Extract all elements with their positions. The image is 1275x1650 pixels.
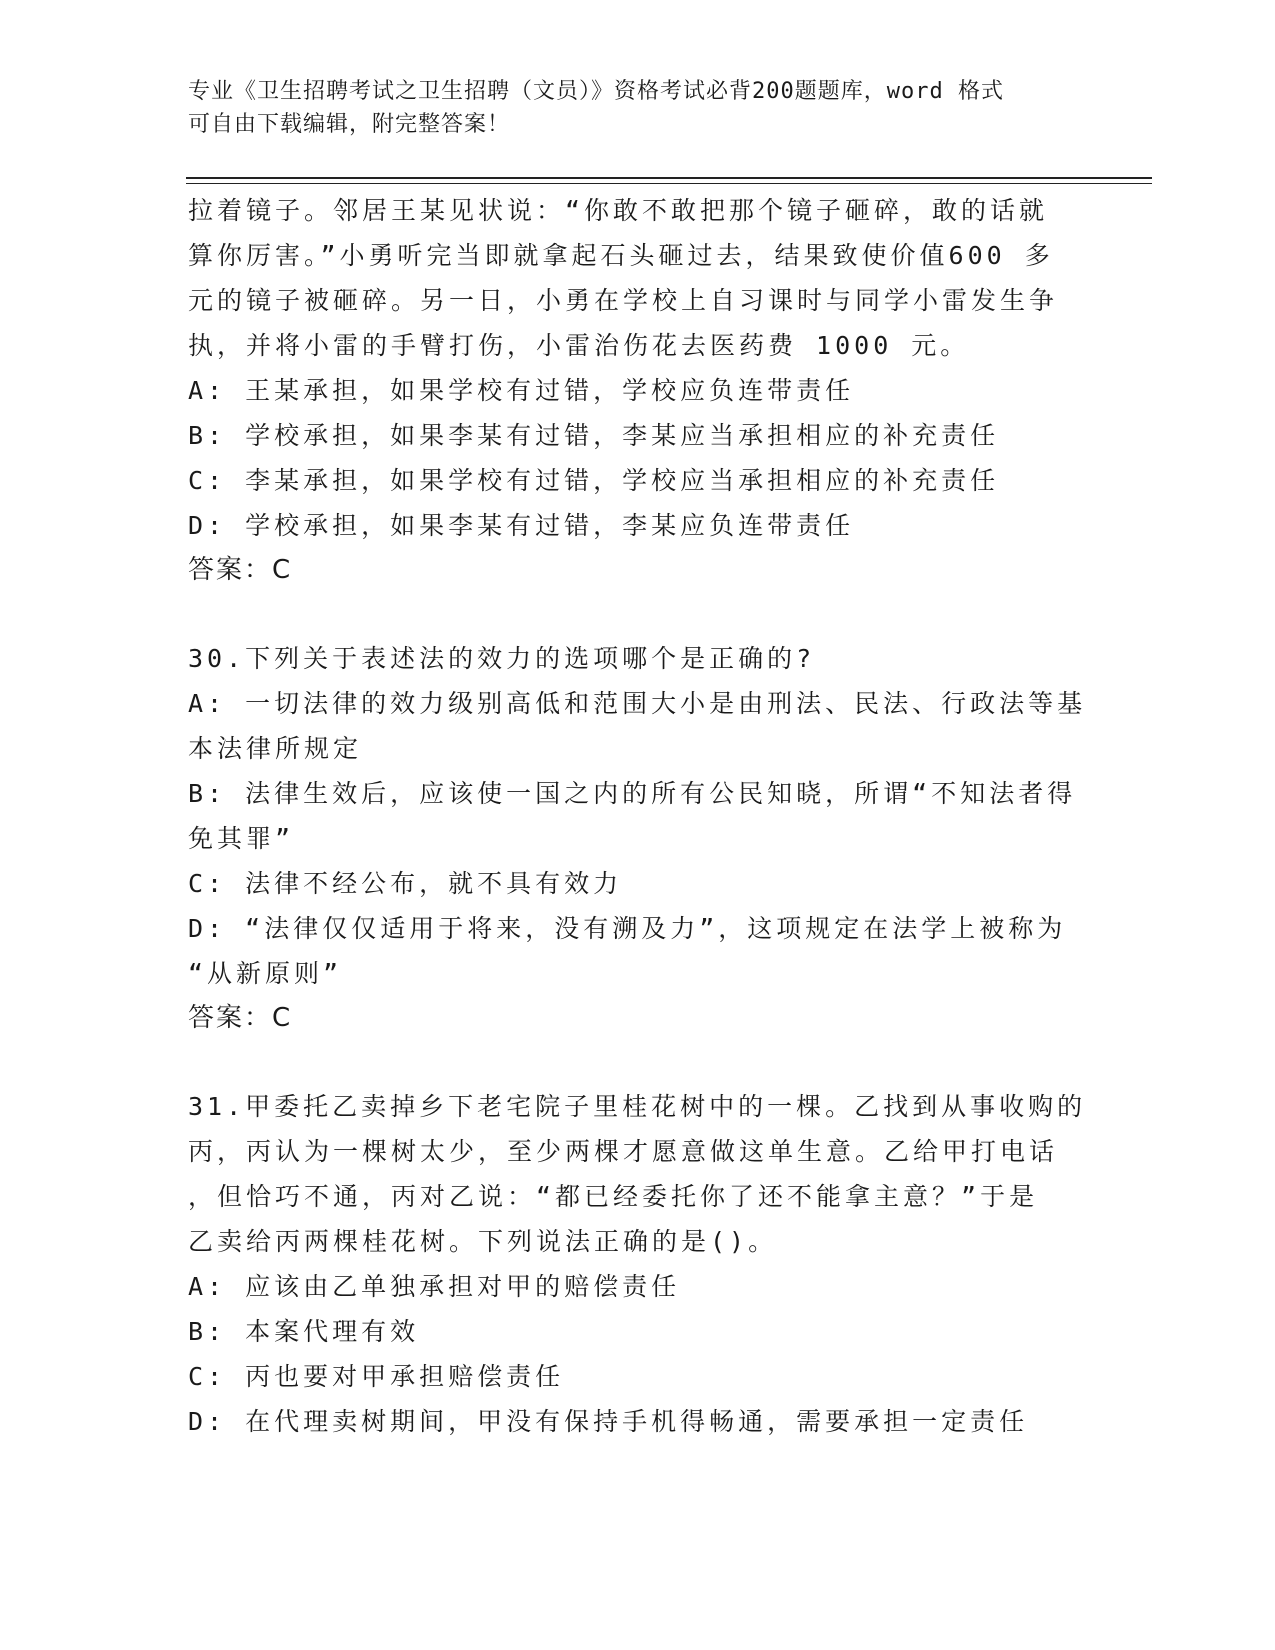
question-30-option-d: D: “法律仅仅适用于将来，没有溯及力”，这项规定在法学上被称为	[188, 914, 1067, 943]
question-29	[188, 188, 1088, 593]
document-header	[188, 75, 1068, 141]
question-30-option-c: C: 法律不经公布，就不具有效力	[188, 869, 623, 898]
header-line-2: 可自由下载编辑，附完整答案！	[188, 112, 511, 137]
question-30-option-b-cont: 免其罪”	[188, 824, 295, 853]
header-line-1: 专业《卫生招聘考试之卫生招聘（文员）》资格考试必背200题题库，word 格式	[188, 79, 1004, 104]
question-29-option-b: B: 学校承担，如果李某有过错，李某应当承担相应的补充责任	[188, 421, 1000, 450]
question-30-option-a: A: 一切法律的效力级别高低和范围大小是由刑法、民法、行政法等基	[188, 689, 1087, 718]
question-30-option-d-cont: “从新原则”	[188, 959, 343, 988]
question-29-stem-line-2: 算你厉害。”小勇听完当即就拿起石头砸过去，结果致使价值600 多	[188, 241, 1054, 270]
question-30	[188, 636, 1088, 1041]
question-31-stem-line-1: 31.甲委托乙卖掉乡下老宅院子里桂花树中的一棵。乙找到从事收购的	[188, 1092, 1087, 1121]
question-spacer	[188, 1041, 1088, 1084]
question-spacer	[188, 593, 1088, 636]
question-31-option-a: A: 应该由乙单独承担对甲的赔偿责任	[188, 1272, 681, 1301]
question-29-option-c: C: 李某承担，如果学校有过错，学校应当承担相应的补充责任	[188, 466, 1000, 495]
question-31-stem-line-4: 乙卖给丙两棵桂花树。下列说法正确的是()。	[188, 1227, 778, 1256]
question-30-stem: 30.下列关于表述法的效力的选项哪个是正确的?	[188, 644, 816, 673]
question-31-stem-line-3: ，但恰巧不通，丙对乙说：“都已经委托你了还不能拿主意？”于是	[188, 1182, 1039, 1211]
header-rule-thick	[186, 177, 1152, 179]
question-29-stem-line-4: 执，并将小雷的手臂打伤，小雷治伤花去医药费 1000 元。	[188, 331, 970, 360]
question-30-option-a-cont: 本法律所规定	[188, 734, 363, 763]
question-30-option-b: B: 法律生效后，应该使一国之内的所有公民知晓，所谓“不知法者得	[188, 779, 1077, 808]
document-body	[188, 188, 1088, 1444]
question-29-stem-line-3: 元的镜子被砸碎。另一日，小勇在学校上自习课时与同学小雷发生争	[188, 286, 1059, 315]
question-29-option-a: A: 王某承担，如果学校有过错，学校应负连带责任	[188, 376, 855, 405]
question-31-option-b: B: 本案代理有效	[188, 1317, 420, 1346]
question-31-option-d: D: 在代理卖树期间，甲没有保持手机得畅通，需要承担一定责任	[188, 1407, 1029, 1436]
question-31-option-c: C: 丙也要对甲承担赔偿责任	[188, 1362, 565, 1391]
question-30-answer: 答案：C	[188, 1003, 293, 1033]
question-29-stem-line-1: 拉着镜子。邻居王某见状说：“你敢不敢把那个镜子砸碎，敢的话就	[188, 196, 1049, 225]
question-31	[188, 1084, 1088, 1444]
question-29-option-d: D: 学校承担，如果李某有过错，李某应负连带责任	[188, 511, 855, 540]
header-rule-thin	[186, 183, 1152, 184]
question-29-answer: 答案：C	[188, 555, 293, 585]
question-31-stem-line-2: 丙，丙认为一棵树太少，至少两棵才愿意做这单生意。乙给甲打电话	[188, 1137, 1059, 1166]
